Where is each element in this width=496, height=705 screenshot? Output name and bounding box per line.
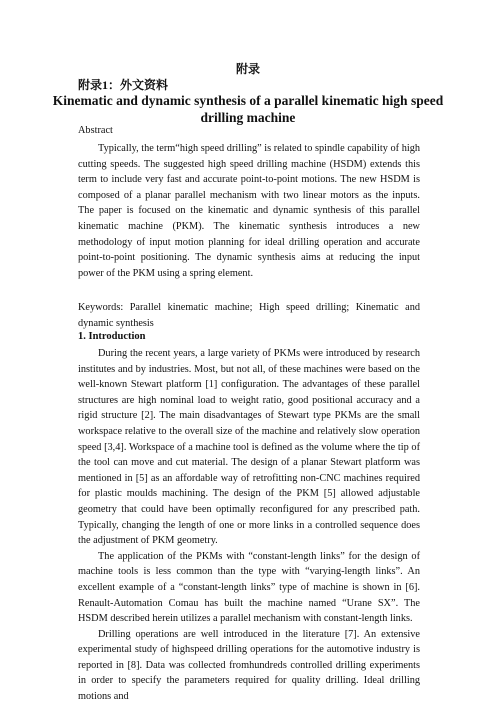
introduction-text-block [78, 346, 420, 705]
intro-paragraph-3: Drilling operations are well introduced in the literature [7]. An extensive experimental study of highspeed drilling operations for the automotive industry is reported in [8]. Data was collected fromhundreds controlled drilling experiments in order to specify the parameters required for quality drilling. Ideal drilling motions and [78, 628, 420, 703]
abstract-label: Abstract [78, 125, 113, 136]
keywords-block [78, 300, 420, 331]
introduction-heading: 1. Introduction [78, 331, 146, 342]
intro-paragraph-2: The application of the PKMs with “constant-length links” for the design of machine tools is less common than the type with “varying-length links”. An excellent example of a “constant-length links” type of machine is shown in [6]. Renault-Automation Comau has built the machine named “Urane SX”. The HSDM described herein utilizes a parallel mechanism with constant-length links. [78, 550, 420, 625]
paper-title-line-1: Kinematic and dynamic synthesis of a parallel kinematic high speed [52, 93, 444, 108]
intro-paragraph-1: During the recent years, a large variety of PKMs were introduced by research institutes and by industries. Most, but not all, of these machines were based on the well-known Stewart platform [1] configuration. The advantages of these parallel structures are high nominal load to weight ratio, good positional accuracy and a rigid structure [2]. The main disadvantages of Stewart type PKMs are the small workspace relative to the overall size of the machine and relatively slow operation speed [3,4]. Workspace of a machine tool is defined as the volume where the tip of the tool can move and cut material. The design of a planar Stewart platform was mentioned in [5] as an affordable way of retrofitting non-CNC machines required for plastic moulds machining. The design of the PKM [5] allowed adjustable geometry that could have been optimally reconfigured for any prescribed path. Typically, changing the length of one or more links in a controlled sequence does the adjustment of PKM geometry. [78, 348, 420, 547]
appendix-subheading: 附录1：外文资料 [78, 78, 169, 92]
keywords-text: Keywords: Parallel kinematic machine; High speed drilling; Kinematic and dynamic synthesis [78, 302, 420, 329]
abstract-text-block [78, 141, 420, 281]
paper-title-line-2: drilling machine [200, 110, 296, 125]
abstract-paragraph: Typically, the term“high speed drilling” is related to spindle capability of high cutting speeds. The suggested high speed drilling machine (HSDM) extends this term to include very fast and accurate point-to-point motions. The new HSDM is composed of a planar parallel mechanism with two linear motors as the inputs. The paper is focused on the kinematic and dynamic synthesis of this parallel kinematic machine (PKM). The kinematic synthesis introduces a new methodology of input motion planning for ideal drilling operation and accurate point-to-point positioning. The dynamic synthesis aims at reducing the input power of the PKM using a spring element. [78, 143, 420, 279]
appendix-heading: 附录 [235, 62, 260, 76]
